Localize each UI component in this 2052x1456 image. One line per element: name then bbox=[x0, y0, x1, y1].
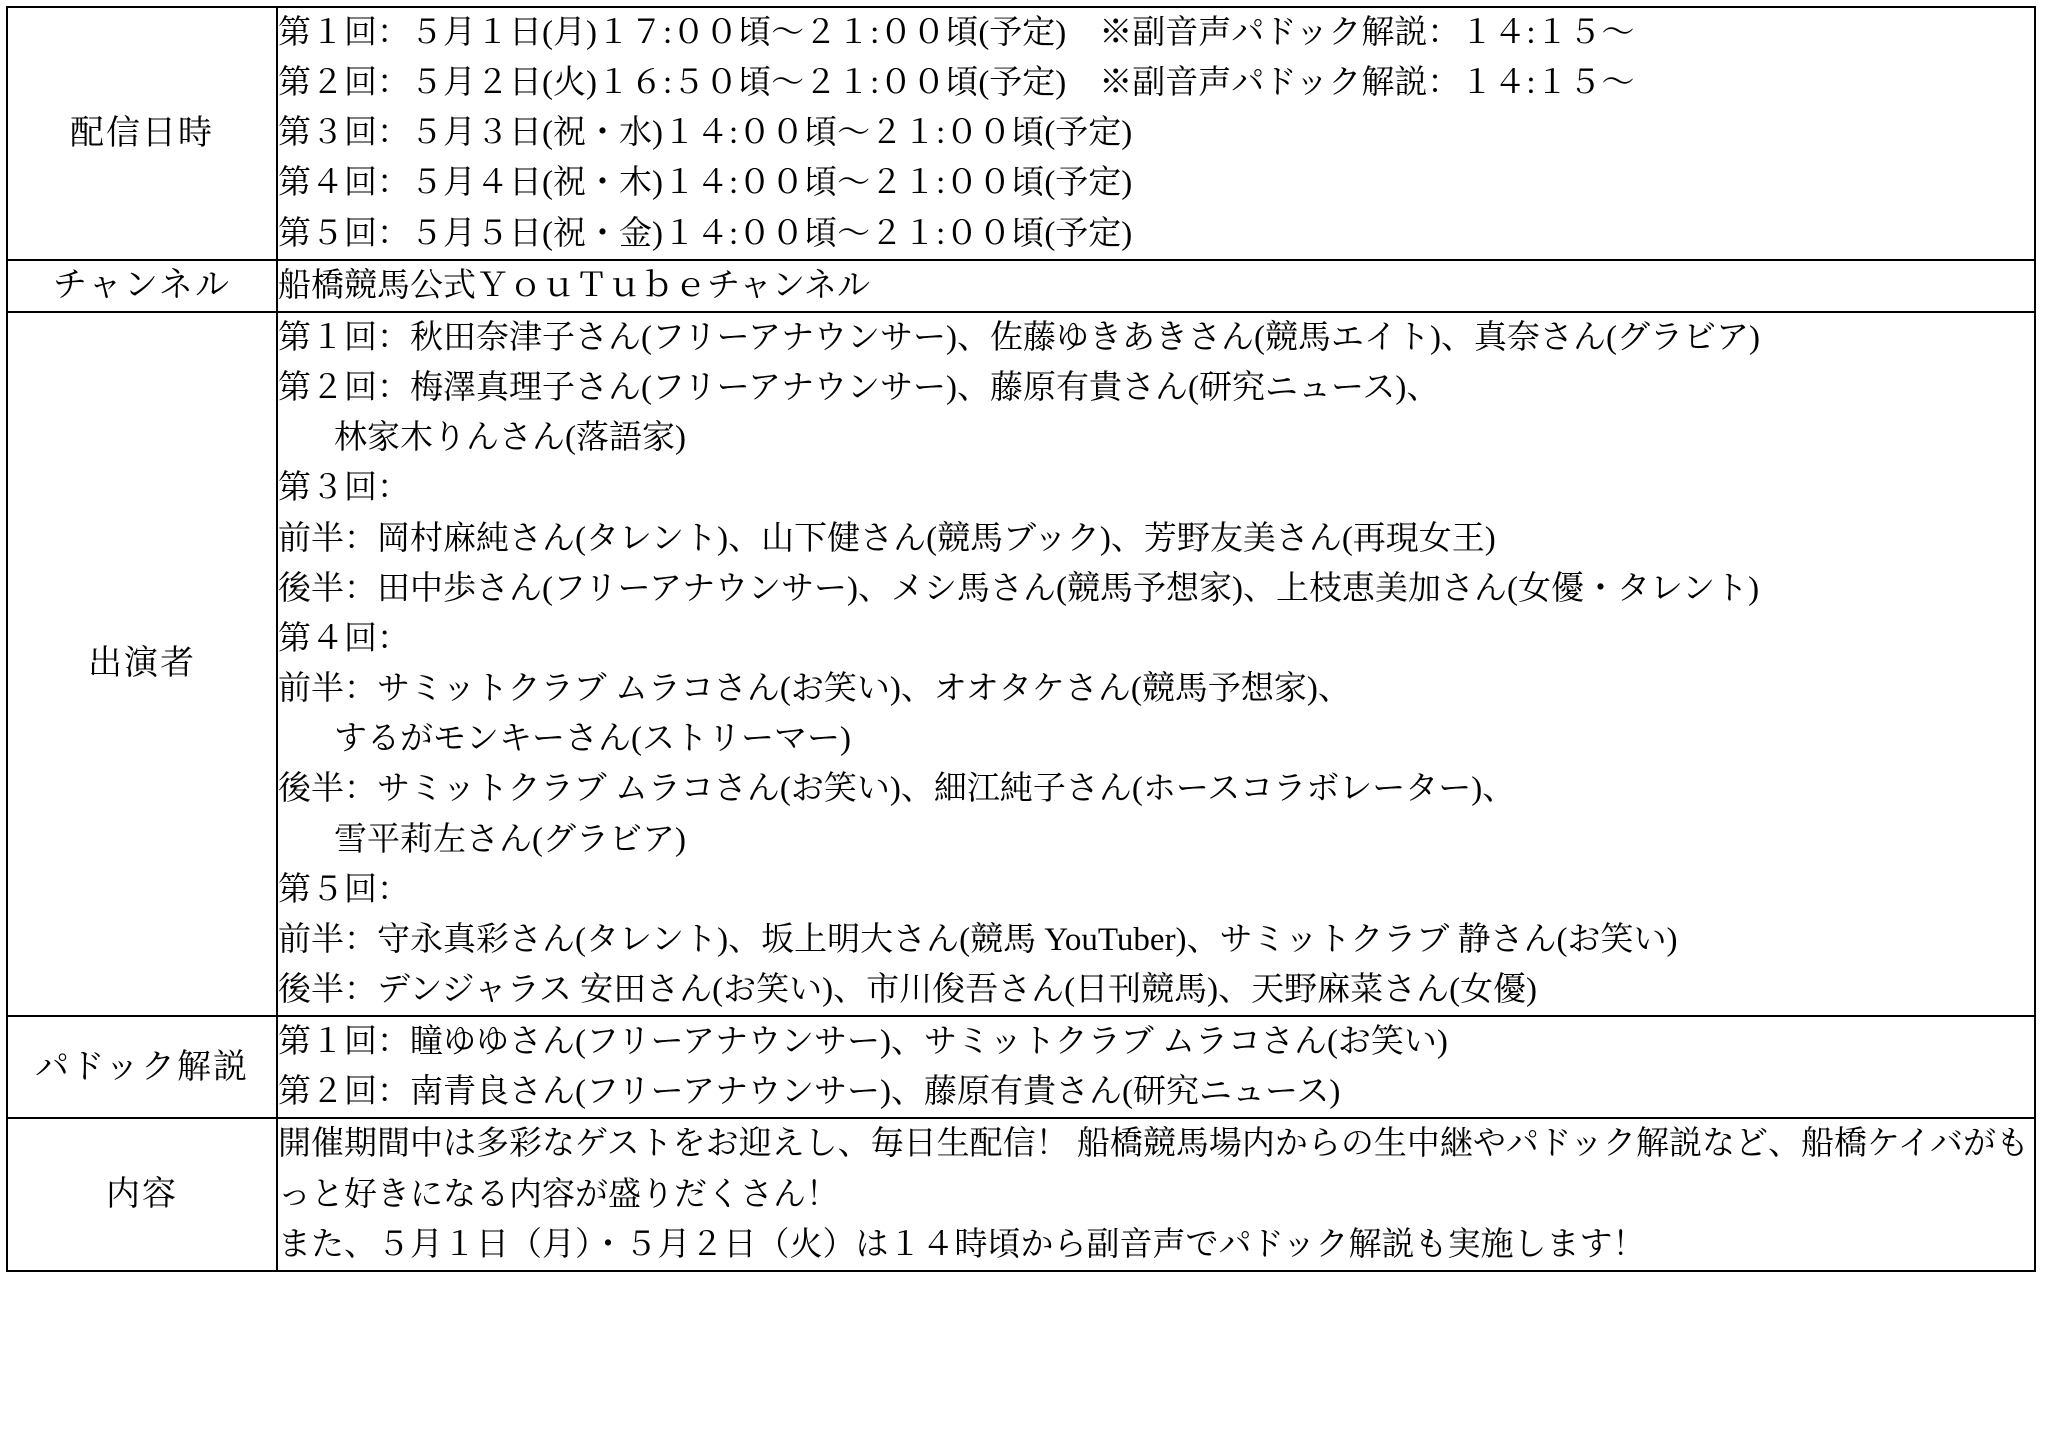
performers-line-3: 林家木りんさん(落語家) bbox=[334, 420, 686, 457]
performers-line-7: 第４回： bbox=[278, 620, 410, 657]
content-paragraph: 開催期間中は多彩なゲストをお迎えし、毎日生配信！ 船橋競馬場内からの生中継やパドック解説など、船橋ケイバがもっと好きになる内容が盛りだくさん！ bbox=[278, 1126, 2029, 1213]
row-label-performers: 出演者 bbox=[7, 312, 277, 1016]
performers-line-5: 前半：岡村麻純さん(タレント)、山下健さん(競馬ブック)、芳野友美さん(再現女王) bbox=[278, 520, 1496, 557]
schedule-line-4: 第４回：５月４日(祝・木)１４:００頃〜２１:００頃(予定) bbox=[278, 165, 1133, 202]
schedule-line-1: 第１回：５月１日(月)１７:００頃〜２１:００頃(予定) ※副音声パドック解説：１４:１５〜 bbox=[278, 15, 1635, 51]
performers-line-8: 前半：サミットクラブ ムラコさん(お笑い)、オオタケさん(競馬予想家)、 bbox=[278, 671, 1351, 708]
row-value-paddock-commentary bbox=[277, 1016, 2035, 1118]
paddock-line-2: 第２回：南青良さん(フリーアナウンサー)、藤原有貴さん(研究ニュース) bbox=[278, 1074, 1341, 1111]
table-row-schedule bbox=[7, 7, 2035, 260]
performers-line-6: 後半：田中歩さん(フリーアナウンサー)、メシ馬さん(競馬予想家)、上枝恵美加さん(女優・タレント) bbox=[278, 570, 1760, 607]
performers-line-13: 前半：守永真彩さん(タレント)、坂上明大さん(競馬 YouTuber)、サミットクラブ 静さん(お笑い) bbox=[278, 921, 1678, 958]
paddock-line-1: 第１回：瞳ゆゆさん(フリーアナウンサー)、サミットクラブ ムラコさん(お笑い) bbox=[278, 1024, 1448, 1061]
schedule-line-3: 第３回：５月３日(祝・水)１４:００頃〜２１:００頃(予定) bbox=[278, 115, 1133, 152]
row-value-schedule bbox=[277, 7, 2035, 260]
broadcast-info-table bbox=[6, 6, 2036, 1272]
row-value-content bbox=[277, 1118, 2035, 1270]
table-row-paddock-commentary bbox=[7, 1016, 2035, 1118]
performers-line-1: 第１回：秋田奈津子さん(フリーアナウンサー)、佐藤ゆきあきさん(競馬エイト)、真奈さん(グラビア) bbox=[278, 319, 1760, 356]
performers-line-11: 雪平莉左さん(グラビア) bbox=[334, 821, 686, 858]
row-value-performers bbox=[277, 312, 2035, 1016]
row-value-channel bbox=[277, 260, 2035, 312]
row-label-paddock-commentary: パドック解説 bbox=[7, 1016, 277, 1118]
performers-line-14: 後半：デンジャラス 安田さん(お笑い)、市川俊吾さん(日刊競馬)、天野麻菜さん(女優) bbox=[278, 971, 1538, 1008]
row-label-schedule: 配信日時 bbox=[7, 7, 277, 260]
performers-line-12: 第５回： bbox=[278, 871, 410, 908]
performers-line-9: するがモンキーさん(ストリーマー) bbox=[334, 721, 851, 758]
row-label-channel: チャンネル bbox=[7, 260, 277, 312]
channel-line-1: 船橋競馬公式ＹｏｕＴｕｂｅチャンネル bbox=[278, 267, 871, 304]
performers-line-10: 後半：サミットクラブ ムラコさん(お笑い)、細江純子さん(ホースコラボレーター)、 bbox=[278, 771, 1516, 808]
performers-line-2: 第２回：梅澤真理子さん(フリーアナウンサー)、藤原有貴さん(研究ニュース)、 bbox=[278, 370, 1440, 407]
schedule-line-5: 第５回：５月５日(祝・金)１４:００頃〜２１:００頃(予定) bbox=[278, 215, 1133, 252]
table-row-content bbox=[7, 1118, 2035, 1270]
schedule-line-2: 第２回：５月２日(火)１６:５０頃〜２１:００頃(予定) ※副音声パドック解説：１４:１５〜 bbox=[278, 65, 1635, 102]
table-row-performers bbox=[7, 312, 2035, 1016]
table-row-channel bbox=[7, 260, 2035, 312]
row-label-content: 内容 bbox=[7, 1118, 277, 1270]
content-line-last: また、５月１日（月）・５月２日（火）は１４時頃から副音声でパドック解説も実施します！ bbox=[278, 1226, 1646, 1263]
performers-line-4: 第３回： bbox=[278, 470, 410, 507]
